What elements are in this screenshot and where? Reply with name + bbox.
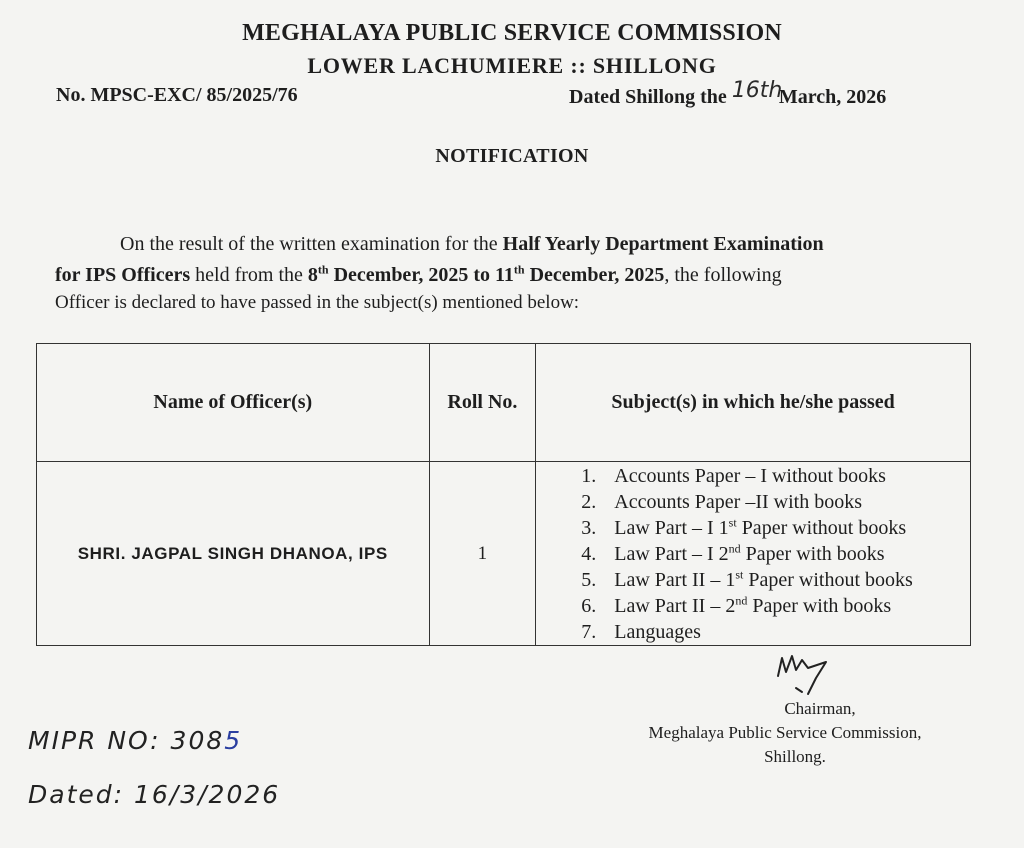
organization-address: LOWER LACHUMIERE :: SHILLONG [307, 53, 717, 78]
reference-number: No. MPSC-EXC/ 85/2025/76 [56, 84, 298, 106]
header-roll-no: Roll No. [429, 344, 536, 462]
list-item: 5. Law Part II – 1st Paper without books [581, 566, 913, 591]
header-officer-name: Name of Officer(s) [37, 344, 430, 462]
body-text: On the result of the written examination for the [120, 233, 503, 255]
header-subjects: Subject(s) in which he/she passed [536, 344, 971, 462]
results-table [36, 343, 971, 646]
date-suffix: March, 2026 [778, 86, 887, 108]
document-title: NOTIFICATION [435, 145, 589, 167]
list-item: 6. Law Part II – 2nd Paper with books [581, 592, 892, 617]
subjects-cell [536, 462, 971, 646]
list-item: 3. Law Part – I 1st Paper without books [581, 514, 907, 539]
handwritten-mipr-number: MIPR NO: 3085 [28, 726, 243, 755]
list-item: 4. Law Part – I 2nd Paper with books [581, 540, 885, 565]
body-line-1 [55, 229, 955, 260]
handwritten-day: 16th [731, 78, 783, 103]
roll-number: 1 [429, 462, 536, 646]
body-text: , the following [664, 264, 782, 286]
list-item: 1. Accounts Paper – I without books [581, 464, 886, 487]
signatory-place: Shillong. [764, 747, 826, 766]
table-row [37, 462, 971, 646]
organization-name: MEGHALAYA PUBLIC SERVICE COMMISSION [242, 20, 782, 46]
signature-block [600, 697, 970, 769]
date-line [569, 78, 887, 109]
exam-dates: 8th December, 2025 to 11th December, 2025 [307, 262, 665, 286]
date-prefix: Dated Shillong the [569, 86, 727, 108]
subjects-list [536, 463, 970, 645]
handwritten-date: Dated: 16/3/2026 [28, 780, 281, 809]
officer-name: SHRI. JAGPAL SINGH DHANOA, IPS [37, 462, 430, 646]
list-item: 7. Languages [581, 620, 701, 643]
table-header-row [37, 344, 971, 462]
body-line-3: Officer is declared to have passed in the subject(s) mentioned below: [55, 292, 580, 313]
signatory-organization: Meghalaya Public Service Commission, [648, 723, 922, 742]
exam-audience: for IPS Officers [55, 264, 191, 286]
signatory-designation: Chairman, [784, 699, 856, 718]
list-item: 2. Accounts Paper –II with books [581, 490, 862, 513]
exam-name: Half Yearly Department Examination [502, 233, 824, 255]
body-text: held from the [190, 264, 308, 286]
